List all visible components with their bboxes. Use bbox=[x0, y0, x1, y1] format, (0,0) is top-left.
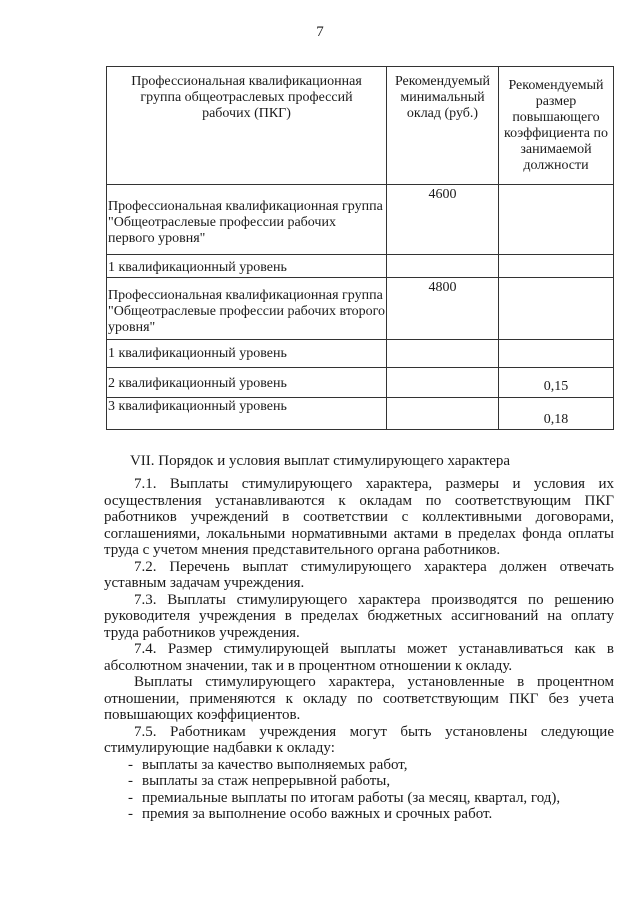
table-row bbox=[107, 185, 614, 255]
table-row bbox=[107, 398, 614, 430]
table-header-row bbox=[107, 67, 614, 185]
paragraph-7-3: 7.3. Выплаты стимулирующего характера производятся по решению руководителя учреждения в пределах бюджетных ассигнований на оплату труда работников учреждения. bbox=[104, 591, 614, 641]
list-item: - выплаты за стаж непрерывной работы, bbox=[128, 773, 614, 790]
level-name-cell: 3 квалификационный уровень bbox=[107, 398, 387, 430]
coefficient-cell: 0,15 bbox=[499, 368, 614, 398]
group-name-cell: Профессиональная квалификационная группа "Общеотраслевые профессии рабочих первого уровня" bbox=[107, 185, 387, 255]
list-item: - выплаты за качество выполняемых работ, bbox=[128, 757, 614, 774]
list-item: - премия за выполнение особо важных и срочных работ. bbox=[128, 806, 614, 823]
paragraph-7-2: 7.2. Перечень выплат стимулирующего характера должен отвечать уставным задачам учреждения. bbox=[104, 558, 614, 591]
pkg-salary-table bbox=[106, 66, 614, 430]
coefficient-cell bbox=[499, 278, 614, 340]
table-row bbox=[107, 340, 614, 368]
paragraph-7-5: 7.5. Работникам учреждения могут быть установлены следующие стимулирующие надбавки к окладу: bbox=[104, 723, 614, 756]
group-name-cell: Профессиональная квалификационная группа "Общеотраслевые профессии рабочих второго уровня" bbox=[107, 278, 387, 340]
paragraph-7-1: 7.1. Выплаты стимулирующего характера, размеры и условия их осуществления устанавливаются к окладам по соответствующим ПКГ работников учреждений в соответствии с коллективными договорами, соглашениями, локальными нормативными актами в пределах фонда оплаты труда с учетом мнения представительного органа работников. bbox=[104, 476, 614, 558]
salary-cell: 4600 bbox=[387, 185, 499, 255]
list-item: - премиальные выплаты по итогам работы (за месяц, квартал, год), bbox=[128, 790, 614, 807]
coefficient-cell: 0,18 bbox=[499, 398, 614, 430]
header-salary: Рекомендуемый минимальный оклад (руб.) bbox=[387, 67, 499, 185]
page-number: 7 bbox=[316, 24, 324, 40]
header-group: Профессиональная квалификационная группа общеотраслевых профессий рабочих (ПКГ) bbox=[107, 67, 387, 185]
salary-cell bbox=[387, 368, 499, 398]
header-coefficient: Рекомендуемый размер повышающего коэффициента по занимаемой должности bbox=[499, 67, 614, 185]
table-row bbox=[107, 278, 614, 340]
coefficient-cell bbox=[499, 255, 614, 278]
bonus-list bbox=[104, 757, 614, 823]
section-title: VII. Порядок и условия выплат стимулирующего характера bbox=[129, 453, 511, 469]
salary-cell bbox=[387, 340, 499, 368]
coefficient-cell bbox=[499, 185, 614, 255]
salary-cell bbox=[387, 398, 499, 430]
section-body bbox=[104, 476, 614, 823]
salary-cell: 4800 bbox=[387, 278, 499, 340]
paragraph-7-4: 7.4. Размер стимулирующей выплаты может устанавливаться как в абсолютном значении, так и в процентном отношении к окладу. bbox=[104, 641, 614, 674]
level-name-cell: 2 квалификационный уровень bbox=[107, 368, 387, 398]
paragraph-percent-note: Выплаты стимулирующего характера, установленные в процентном отношении, применяются к окладу по соответствующим ПКГ без учета повышающих коэффициентов. bbox=[104, 674, 614, 723]
level-name-cell: 1 квалификационный уровень bbox=[107, 340, 387, 368]
level-name-cell: 1 квалификационный уровень bbox=[107, 255, 387, 278]
table-row bbox=[107, 255, 614, 278]
coefficient-cell bbox=[499, 340, 614, 368]
salary-cell bbox=[387, 255, 499, 278]
table-row bbox=[107, 368, 614, 398]
